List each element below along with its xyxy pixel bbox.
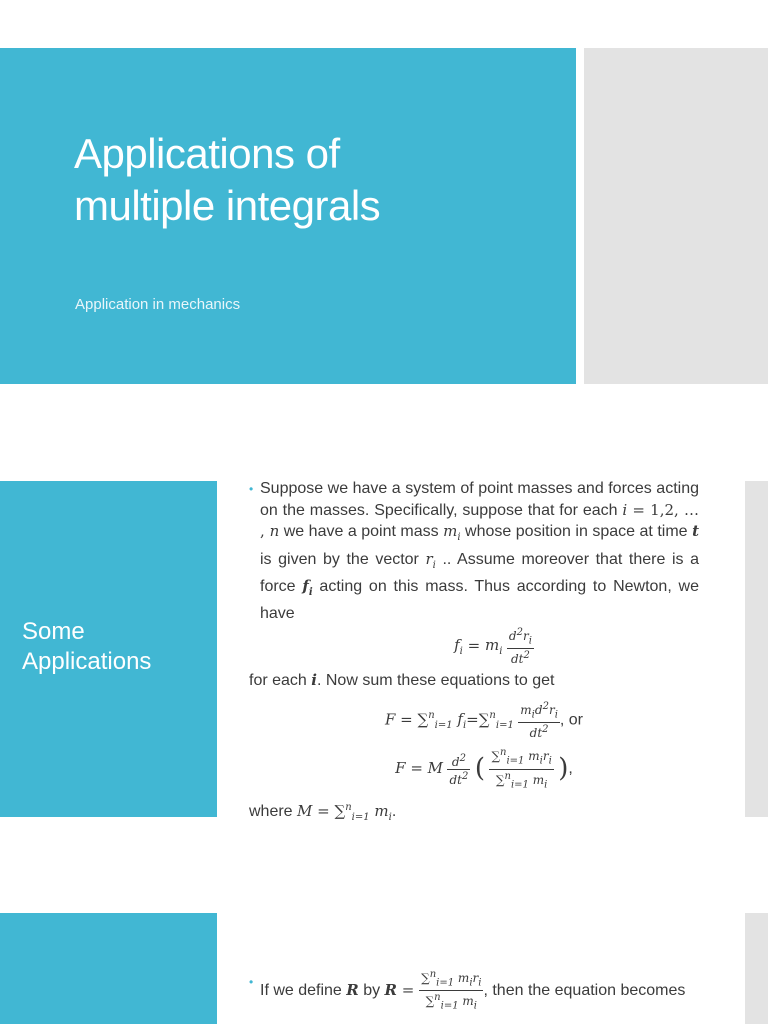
section-body-2 bbox=[249, 968, 699, 1014]
section-panel-2 bbox=[0, 913, 217, 1024]
bullet-text: If we define R by R = $\frac{\sum^n_{i=1} m_ir_i}{\sum^n_{i=1} m_i}$ , then the equation becomes bbox=[260, 969, 686, 1012]
title-slide-side-panel bbox=[584, 48, 768, 384]
mass-definition-text: where M = ∑$^n_{i=1}$ $m_i$. bbox=[249, 802, 397, 824]
section-heading bbox=[22, 617, 151, 677]
slide-title bbox=[74, 128, 554, 232]
slide-title-line-1: Applications of bbox=[74, 130, 340, 177]
bullet-dot-icon: • bbox=[249, 482, 254, 496]
slide-subtitle: Application in mechanics bbox=[75, 296, 241, 313]
section-body bbox=[249, 479, 699, 829]
section-heading-line-2: Applications bbox=[22, 648, 152, 675]
section-heading-line-1: Some bbox=[22, 618, 85, 645]
bullet-item bbox=[249, 479, 699, 624]
bullet-dot-icon: • bbox=[249, 975, 254, 989]
total-force-equation: F = ∑$^n_{i=1}$ $f_i=\sum^n_{i=1}$ $\frac{m_id^2r_i}{dt^2}$ , or bbox=[384, 700, 584, 741]
bullet-text: Suppose we have a system of point masses and forces acting on the masses. Specifically, suppose that for each i = 1,2, … , n we have a point mass $m_i$ whose position in space at time t is given by the vector $r_i$ .. Assume moreover that there is a force $f_i$ acting on this mass. Thus according to Newton, we have bbox=[260, 480, 700, 622]
section-side-panel bbox=[745, 481, 768, 817]
slide-title-line-2: multiple integrals bbox=[74, 182, 381, 229]
sum-intro-text: for each i. Now sum these equations to get bbox=[249, 671, 555, 690]
center-of-mass-equation: F = M $\frac{d^2}{dt^2}$ ( $\frac{\sum^n_{i=1} m_ir_i}{\sum^n_{i=1} m_i}$ ), bbox=[395, 747, 573, 791]
bullet-item bbox=[249, 968, 699, 1014]
section-side-panel-2 bbox=[745, 913, 768, 1024]
newton-equation: $f_i = m_i$ $\frac{d^2r_i}{dt^2}$ bbox=[454, 627, 532, 667]
